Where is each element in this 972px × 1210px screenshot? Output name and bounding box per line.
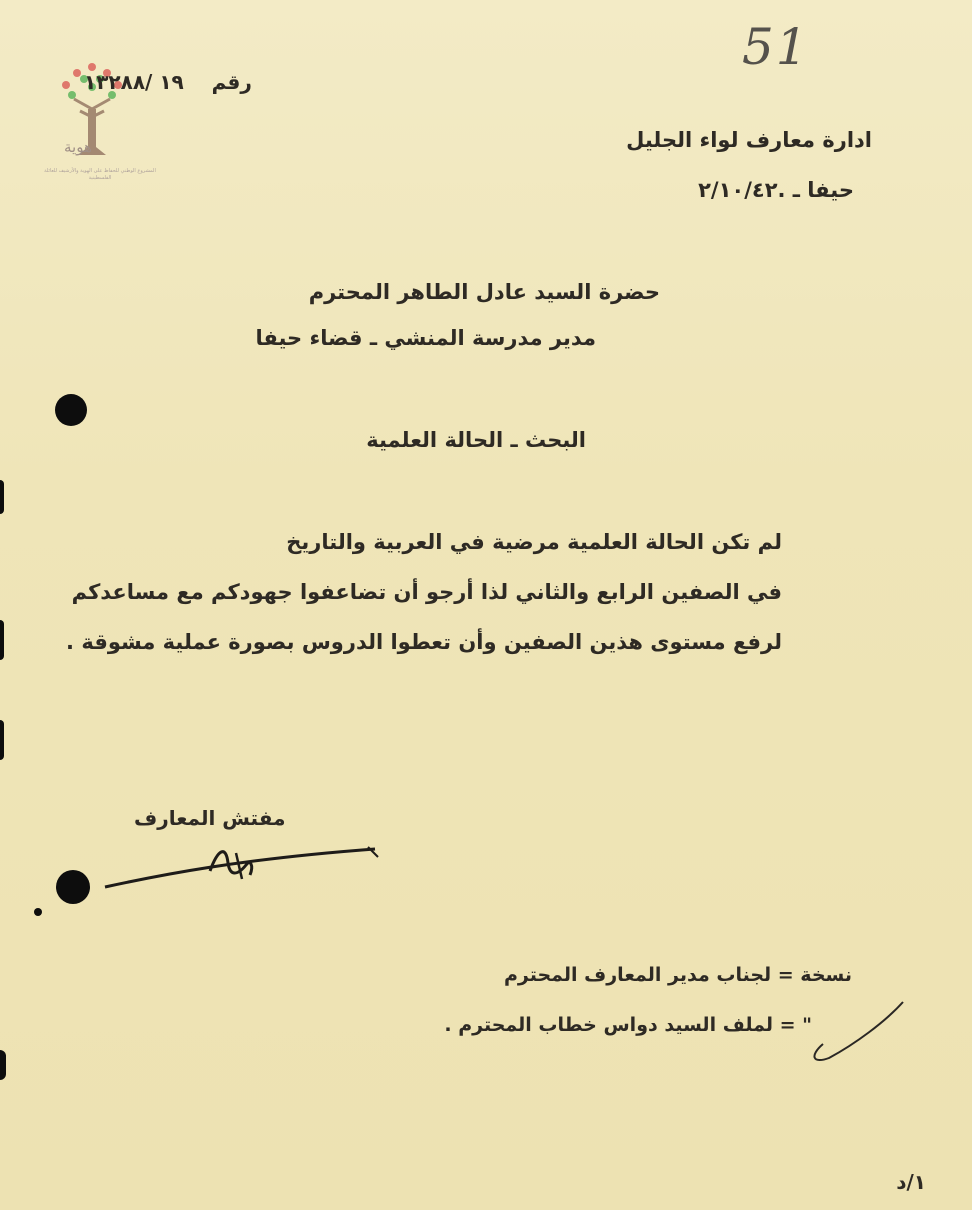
ink-dot (34, 908, 42, 916)
subject-line: البحث ـ الحالة العلمية (366, 428, 586, 452)
edge-mark (0, 720, 4, 760)
body-line-3: لرفع مستوى هذين الصفين وأن تعطوا الدروس بصورة عملية مشوقة . (66, 630, 782, 654)
logo-name: هوية (64, 138, 92, 156)
body-line-2: في الصفين الرابع والثاني لذا أرجو أن تضاعفوا جهودكم مع مساعدكم (71, 580, 782, 604)
recipient-position: مدير مدرسة المنشي ـ قضاء حيفا (255, 326, 596, 350)
punch-hole-bottom (56, 870, 90, 904)
checkmark-icon (805, 1000, 915, 1070)
signature-title: مفتش المعارف (134, 806, 286, 830)
recipient-name: حضرة السيد عادل الطاهر المحترم (308, 280, 660, 304)
copy-line-1: نسخة = لجناب مدير المعارف المحترم (503, 964, 852, 986)
edge-mark (0, 480, 4, 514)
reference-value: ١٩ /١٣٢٨٨ (84, 70, 184, 94)
logo-subtitle: المشروع الوطني للحفاظ على الهوية والأرشيف للعائلة الفلسطينية (44, 168, 156, 181)
reference-label: رقم (211, 70, 252, 94)
department-heading: ادارة معارف لواء الجليل (626, 128, 872, 152)
copy-line-2: " = لملف السيد دواس خطاب المحترم . (444, 1014, 812, 1036)
body-line-1: لم تكن الحالة العلمية مرضية في العربية والتاريخ (286, 530, 782, 554)
edge-mark (0, 620, 4, 660)
signature-scribble (100, 835, 390, 895)
archive-number: 51 (742, 18, 810, 76)
edge-mark (0, 1050, 6, 1080)
footer-mark: ١/د (896, 1170, 926, 1194)
punch-hole-top (55, 394, 87, 426)
location-date: حيفا ـ .٢/١٠/٤٢ (698, 178, 854, 202)
reference-line (84, 70, 252, 94)
